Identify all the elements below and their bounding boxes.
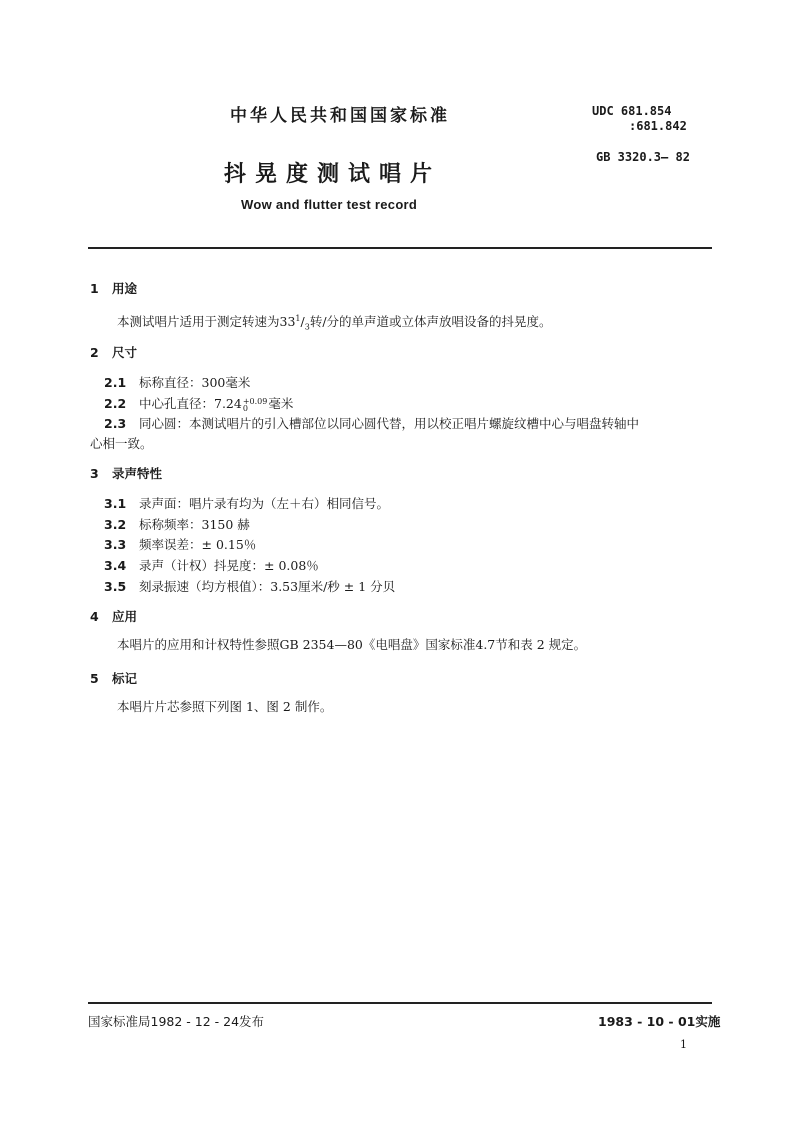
clause-3-5: 3.5 刻录振速（均方根值）：3.53厘米/秒 ± 1 分贝 — [104, 579, 396, 594]
clause-2-1: 2.1 标称直径：300毫米 — [104, 375, 251, 390]
standard-org-title: 中华人民共和国国家标准 — [230, 106, 450, 126]
clause-3-2: 3.2 标称频率：3150 赫 — [104, 517, 250, 532]
section-title: 录声特性 — [112, 466, 163, 481]
document-title-en: Wow and flutter test record — [241, 197, 418, 212]
section-number: 3 — [90, 466, 99, 481]
section-number: 5 — [90, 671, 99, 686]
section-title: 尺寸 — [112, 345, 138, 360]
clause-3-1: 3.1 录声面：唱片录有均为（左＋右）相同信号。 — [104, 496, 390, 511]
header-divider — [88, 247, 712, 249]
effective-date: 1983 - 10 - 01实施 — [598, 1014, 721, 1029]
section-3-heading — [90, 464, 162, 482]
clause-2-3: 2.3 同心圆：本测试唱片的引入槽部位以同心圆代替，用以校正唱片螺旋纹槽中心与唱盘转轴中 — [104, 416, 640, 431]
section-title: 标记 — [112, 671, 138, 686]
section-4-body: 本唱片的应用和计权特性参照GB 2354—80《电唱盘》国家标准4.7节和表 2 规定。 — [117, 637, 587, 652]
footer-divider — [88, 1002, 712, 1004]
gb-standard-number: GB 3320.3— 82 — [596, 150, 690, 164]
clause-3-4: 3.4 录声（计权）抖晃度：± 0.08％ — [104, 558, 319, 573]
tolerance: +0.09 0 — [242, 396, 268, 413]
section-4-heading — [90, 607, 137, 625]
issue-date: 国家标准局1982 - 12 - 24发布 — [88, 1014, 265, 1029]
document-title-zh: 抖晃度测试唱片 — [224, 162, 442, 187]
section-2-heading — [90, 343, 137, 361]
section-number: 1 — [90, 281, 99, 296]
clause-3-3: 3.3 频率误差：± 0.15％ — [104, 537, 257, 552]
clause-2-2: 2.2 中心孔直径：7.24 +0.09 0 毫米 — [104, 396, 294, 413]
section-5-body: 本唱片片芯参照下列图 1、图 2 制作。 — [117, 699, 333, 714]
page-number: 1 — [680, 1038, 687, 1051]
section-number: 4 — [90, 609, 99, 624]
section-number: 2 — [90, 345, 99, 360]
clause-2-3-continued: 心相一致。 — [90, 436, 153, 451]
section-title: 应用 — [112, 609, 138, 624]
section-5-heading — [90, 669, 137, 687]
section-1-heading — [90, 279, 137, 297]
section-1-body: 本测试唱片适用于测定转速为$33^1/_3$转/分的单声道或立体声放唱设备的抖晃度。 — [117, 314, 552, 332]
udc-code — [592, 104, 687, 134]
section-title: 用途 — [112, 281, 138, 296]
udc-line-1: UDC 681.854 — [592, 104, 672, 118]
udc-line-2: :681.842 — [629, 119, 687, 133]
